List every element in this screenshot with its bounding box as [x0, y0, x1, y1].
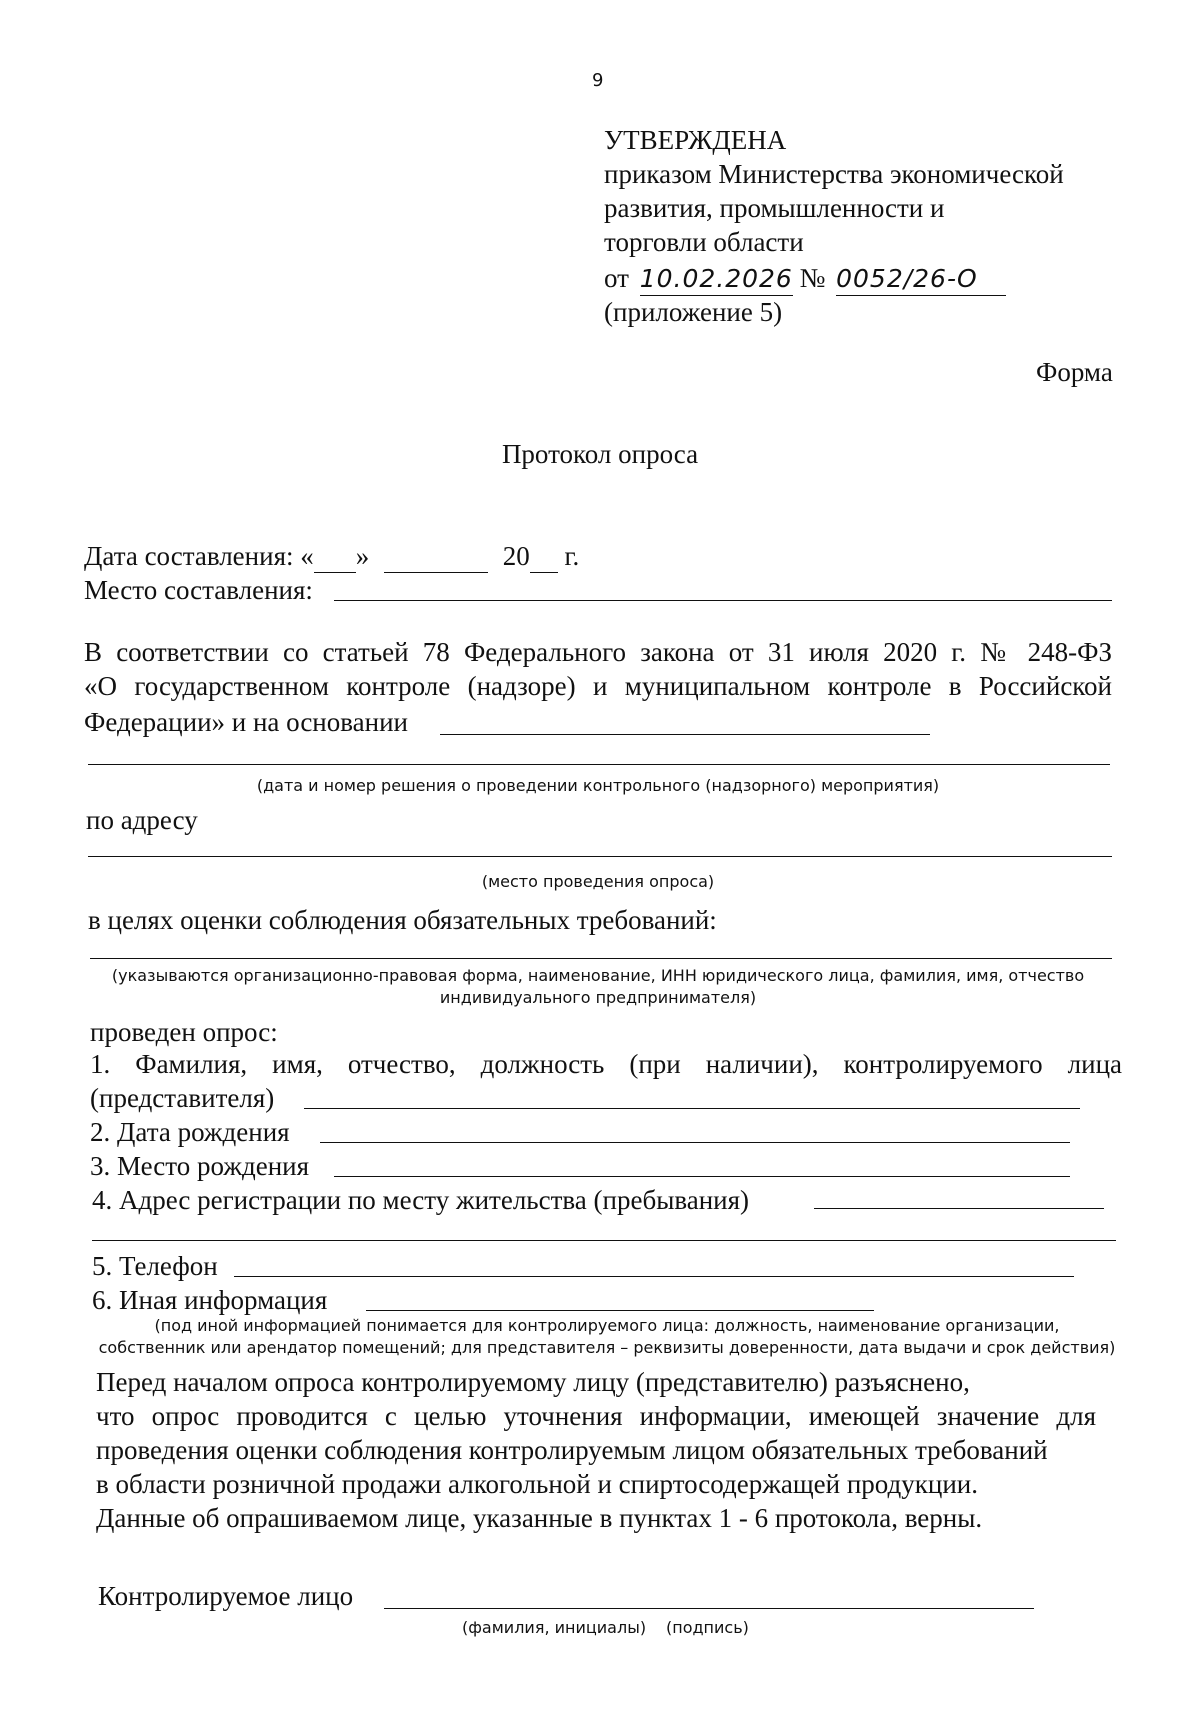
year-suffix: г. — [564, 541, 580, 571]
basis-line-1: В соответствии со статьей 78 Федерального закона от 31 июля 2020 г. № 248-ФЗ — [84, 637, 1112, 667]
order-date-handwritten: 10.02.2026 — [640, 263, 793, 296]
purpose-caption-1: (указываются организационно-правовая форма, наименование, ИНН юридического лица, фамилия, имя, отчество — [111, 966, 1085, 985]
address-caption: (место проведения опроса) — [481, 872, 715, 891]
residence-address-field-2[interactable] — [92, 1240, 1116, 1241]
survey-item-1-line-1: 1. Фамилия, имя, отчество, должность (при наличии), контролируемого лица — [90, 1049, 1122, 1079]
signature-label: Контролируемое лицо — [98, 1581, 354, 1611]
document-title: Протокол опроса — [501, 439, 699, 469]
address-label: по адресу — [86, 805, 198, 835]
basis-field-inline[interactable] — [440, 734, 930, 735]
explanation-line-5: Данные об опрашиваемом лице, указанные в пунктах 1 - 6 протокола, верны. — [96, 1503, 983, 1533]
other-info-note-1: (под иной информацией понимается для контролируемого лица: должность, наименование организации, — [154, 1316, 1060, 1335]
survey-item-1-line-2: (представителя) — [90, 1083, 275, 1113]
purpose-field[interactable] — [90, 958, 1112, 959]
place-field[interactable] — [334, 600, 1112, 601]
survey-intro: проведен опрос: — [90, 1017, 278, 1047]
survey-item-6: 6. Иная информация — [92, 1285, 328, 1315]
approval-appendix: (приложение 5) — [604, 297, 783, 327]
year-prefix: 20 — [502, 541, 530, 571]
basis-line-2: «О государственном контроле (надзоре) и муниципальном контроле в Российской — [84, 671, 1112, 701]
number-sign: № — [799, 263, 826, 293]
explanation-line-2: что опрос проводится с целью уточнения информации, имеющей значение для — [96, 1401, 1096, 1431]
approval-line-2: развития, промышленности и — [604, 193, 945, 223]
year-field[interactable] — [530, 540, 558, 573]
survey-item-2: 2. Дата рождения — [90, 1117, 290, 1147]
residence-address-field[interactable] — [814, 1208, 1104, 1209]
address-field[interactable] — [88, 856, 1112, 857]
birth-date-field[interactable] — [320, 1142, 1070, 1143]
survey-item-5: 5. Телефон — [92, 1251, 218, 1281]
basis-field-full[interactable] — [88, 764, 1110, 765]
month-field[interactable] — [384, 540, 488, 573]
phone-field[interactable] — [234, 1276, 1074, 1277]
signature-field[interactable] — [384, 1608, 1034, 1609]
birth-place-field[interactable] — [334, 1176, 1070, 1177]
survey-item-4: 4. Адрес регистрации по месту жительства (пребывания) — [92, 1185, 750, 1215]
signature-caption-sign: (подпись) — [666, 1618, 749, 1637]
representative-field[interactable] — [304, 1108, 1080, 1109]
page-number: 9 — [592, 70, 604, 91]
other-info-field[interactable] — [366, 1310, 874, 1311]
signature-caption-name: (фамилия, инициалы) — [462, 1618, 647, 1637]
from-prefix: от — [604, 263, 629, 293]
explanation-line-4: в области розничной продажи алкогольной и спиртосодержащей продукции. — [96, 1469, 978, 1499]
survey-item-3: 3. Место рождения — [90, 1151, 310, 1181]
purpose-label: в целях оценки соблюдения обязательных требований: — [88, 905, 717, 935]
other-info-note-2: собственник или арендатор помещений; для представителя – реквизиты доверенности, дата выдачи и срок действия) — [98, 1338, 1116, 1357]
place-label: Место составления: — [84, 575, 313, 605]
date-label: Дата составления: « — [84, 541, 314, 571]
explanation-line-1: Перед началом опроса контролируемому лицу (представителю) разъяснено, — [96, 1367, 970, 1397]
form-label: Форма — [1036, 357, 1113, 387]
day-field[interactable] — [314, 540, 356, 573]
purpose-caption-2: индивидуального предпринимателя) — [439, 988, 757, 1007]
order-number-handwritten: 0052/26-О — [836, 263, 1006, 296]
approval-title: УТВЕРЖДЕНА — [604, 125, 787, 155]
date-row — [84, 540, 579, 573]
approval-line-3: торговли области — [604, 227, 804, 257]
basis-caption: (дата и номер решения о проведении контрольного (надзорного) мероприятия) — [256, 776, 940, 795]
close-quote: » — [355, 541, 370, 571]
explanation-line-3: проведения оценки соблюдения контролируемым лицом обязательных требований — [96, 1435, 1048, 1465]
basis-line-3: Федерации» и на основании — [84, 707, 408, 737]
approval-order-row — [604, 262, 1006, 296]
approval-line-1: приказом Министерства экономической — [604, 159, 1064, 189]
